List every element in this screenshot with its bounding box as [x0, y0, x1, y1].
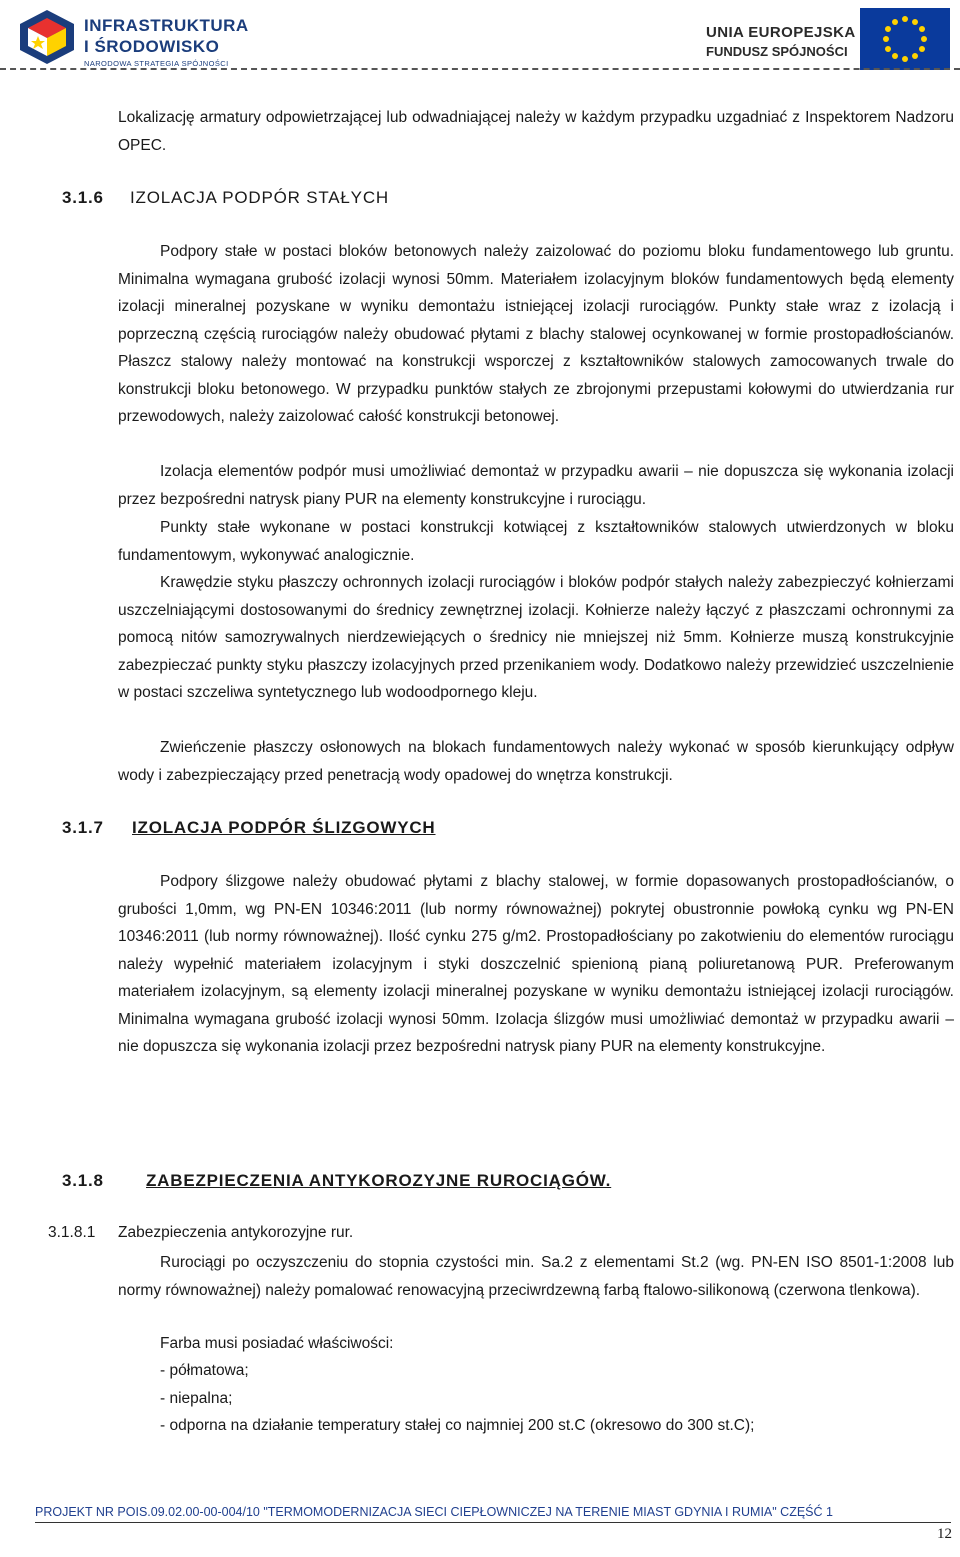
- section-title: IZOLACJA PODPÓR STAŁYCH: [130, 188, 389, 207]
- section-316-paragraph-3: Punkty stałe wykonane w postaci konstrukcji kotwiącej z kształtowników stalowych utwierdzonych w bloku fundamentowym, wykonywać analogicznie.: [118, 519, 954, 564]
- section-317-paragraph: Podpory ślizgowe należy obudować płytami z blachy stalowej, w formie dopasowanych prostopadłościanów, o grubości 1,0mm, wg PN-EN 10346:2011 (lub normy równoważnej) pokrytej obustronnie powłoką cynku wg PN-EN 10346:2011 (lub normy równoważnej). Ilość cynku 275 g/m2. Prostopadłościany po zakotwieniu do elementów rurociągu należy wypełnić materiałem izolacyjnym i styki doszczelnić spienioną pianą poliuretanową PUR. Preferowanym materiałem izolacyjnym, są elementy izolacji mineralnej pozyskane w wyniku demontażu istniejącej izolacji rurociągów. Minimalna wymagana grubość izolacji wynosi 50mm. Izolacja ślizgów musi umożliwiać demontaż w przypadku awarii – nie dopuszcza się wykonania izolacji przez bezpośredni natrysk piany PUR na elementy konstrukcyjne.: [118, 873, 954, 1055]
- eu-fund-logo: [700, 8, 950, 66]
- eu-logo-line-1: UNIA EUROPEJSKA: [706, 24, 856, 41]
- section-316-paragraph-1: Podpory stałe w postaci bloków betonowych należy zaizolować do poziomu bloku fundamentowego lub gruntu. Minimalna wymagana grubość izolacji wynosi 50mm. Materiałem izolacyjnym bloków fundamentowych będą elementy izolacji mineralnej pozyskane w wyniku demontażu istniejącej izolacji rurociągów. Punkty stałe wraz z izolacją i poprzeczną częścią rurociągów należy obudować płytami z blachy stalowej ocynkowanej w formie prostopadłościanów. Płaszcz stalowy należy montować na konstrukcji wsporczej z kształtowników stalowych zamocowanych trwale do konstrukcji bloku betonowego. W przypadku punktów stałych ze zbrojonymi przepustami kołowymi do utwierdzania rur przewodowych, należy zaizolować całość konstrukcji betonowej.: [118, 243, 954, 425]
- eu-logo-line-2: FUNDUSZ SPÓJNOŚCI: [706, 44, 848, 59]
- logo-line-1: INFRASTRUKTURA: [84, 16, 249, 35]
- footer-project-text: PROJEKT NR POIS.09.02.00-00-004/10 "TERMOMODERNIZACJA SIECI CIEPŁOWNICZEJ NA TERENIE MIAST GDYNIA I RUMIA" CZĘŚĆ 1: [35, 1505, 833, 1519]
- section-title: IZOLACJA PODPÓR ŚLIZGOWYCH: [132, 818, 436, 837]
- section-318-paragraph: Rurociągi po oczyszczeniu do stopnia czystości min. Sa.2 z elementami St.2 (wg. PN-EN ISO 8501-1:2008 lub normy równoważnej) należy pomalować renowacyjną przeciwrdzewną farbą ftalowo-silikonową (czerwona tlenkowa).: [118, 1254, 954, 1299]
- header-divider: [0, 68, 960, 70]
- page-header: [0, 0, 960, 68]
- property-item: - odporna na działanie temperatury stałej co najmniej 200 st.C (okresowo do 300 st.C);: [160, 1417, 755, 1434]
- section-316-paragraph-4: Krawędzie styku płaszczy ochronnych izolacji rurociągów i bloków podpór stałych należy zabezpieczyć kołnierzami uszczelniającymi dostosowanymi do średnicy zewnętrznej izolacji. Kołnierze należy łączyć z płaszczami ochronnymi za pomocą nitów samozrywalnych nierdzewiejących o średnicy nie mniejszej niż 5mm. Kołnierze muszą konstrukcyjnie zabezpieczać punkty styku płaszczy izolacyjnych przed przenikaniem wody. Dodatkowo należy przewidzieć uszczelnienie w postaci szczeliwa syntetycznego lub wodoodpornego kleju.: [118, 574, 954, 701]
- section-number: 3.1.7: [62, 818, 104, 837]
- section-title: ZABEZPIECZENIA ANTYKOROZYJNE RUROCIĄGÓW.: [146, 1171, 612, 1190]
- footer-divider: [35, 1522, 951, 1523]
- page-number: 12: [937, 1526, 952, 1542]
- subsection-title: Zabezpieczenia antykorozyjne rur.: [118, 1224, 354, 1241]
- subsection-number: 3.1.8.1: [48, 1224, 96, 1241]
- section-318-heading: [62, 1171, 612, 1191]
- section-316-paragraph-5: Zwieńczenie płaszczy osłonowych na blokach fundamentowych należy wykonać w sposób kierunkujący odpływ wody i zabezpieczający przed penetracją wody opadowej do wnętrza konstrukcji.: [118, 739, 954, 784]
- properties-intro: Farba musi posiadać właściwości:: [160, 1335, 394, 1352]
- intro-paragraph: Lokalizację armatury odpowietrzającej lub odwadniającej należy w każdym przypadku uzgadniać z Inspektorem Nadzoru OPEC.: [118, 109, 954, 154]
- infrastruktura-srodowisko-logo: [16, 8, 249, 68]
- logo-line-2: I ŚRODOWISKO: [84, 37, 220, 56]
- section-316-heading: [62, 188, 389, 208]
- section-316-paragraph-2: Izolacja elementów podpór musi umożliwiać demontaż w przypadku awarii – nie dopuszcza się wykonania izolacji przez bezpośredni natrysk piany PUR na elementy konstrukcyjne i rurociągu.: [118, 463, 954, 508]
- eu-flag-icon: [860, 8, 950, 70]
- section-number: 3.1.6: [62, 188, 104, 207]
- section-317-heading: [62, 818, 436, 838]
- section-number: 3.1.8: [62, 1171, 104, 1190]
- property-item: - półmatowa;: [160, 1362, 249, 1379]
- nss-emblem-icon: [16, 8, 78, 66]
- property-item: - niepalna;: [160, 1390, 233, 1407]
- logo-line-3: NARODOWA STRATEGIA SPÓJNOŚCI: [84, 59, 229, 68]
- subsection-3181-heading: [48, 1224, 354, 1242]
